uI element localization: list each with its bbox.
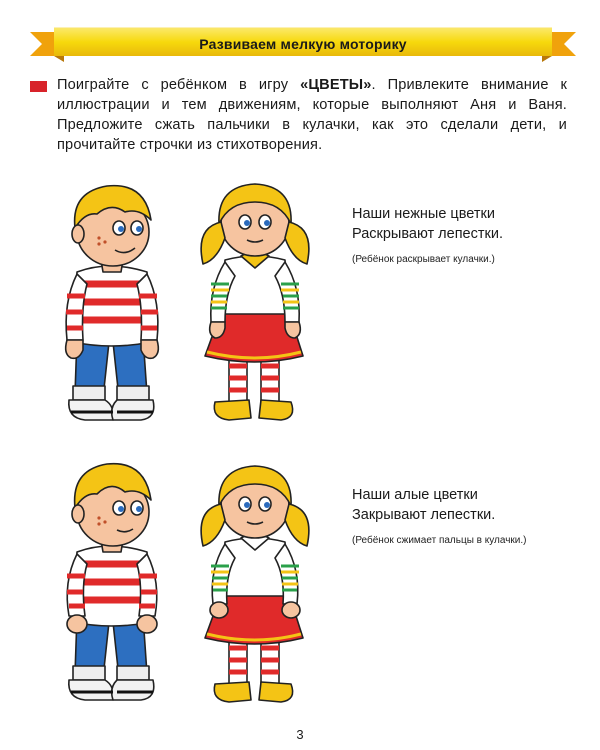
game-name: «ЦВЕТЫ» [300, 77, 372, 93]
page-title: Развиваем мелкую моторику [199, 36, 407, 52]
scene-1-line-1: Наши нежные цветки [352, 206, 495, 222]
scene-2-note: (Ребёнок сжимает пальцы в кулачки.) [352, 535, 527, 546]
bullet-square-icon [30, 81, 47, 92]
girl-figure [201, 466, 309, 702]
girl-figure [201, 184, 309, 420]
boy-figure [67, 464, 157, 700]
scene-2-line-2: Закрывают лепестки. [352, 507, 496, 523]
boy-figure [66, 186, 159, 420]
intro-text-before: Поиграйте с ребёнком в игру [57, 77, 301, 93]
scene-1-note: (Ребёнок раскрывает кулачки.) [352, 254, 495, 265]
intro-text-after: . Привлеките внимание к иллюстрации и тем движениям, которые выполняют Аня и Ваня. Предложите сжать пальчики в кулачки, как это сделали дети, и прочитайте строчки из стихотворения. [57, 77, 567, 153]
scene-1-verse [352, 204, 503, 270]
header-banner [30, 26, 576, 62]
scene-2-illustration [55, 456, 320, 712]
page-number: 3 [296, 727, 304, 742]
scene-1-illustration [55, 172, 320, 434]
intro-paragraph [57, 75, 567, 155]
scene-2-line-1: Наши алые цветки [352, 487, 478, 503]
scene-1-line-2: Раскрывают лепестки. [352, 226, 503, 242]
scene-2-verse [352, 485, 526, 551]
